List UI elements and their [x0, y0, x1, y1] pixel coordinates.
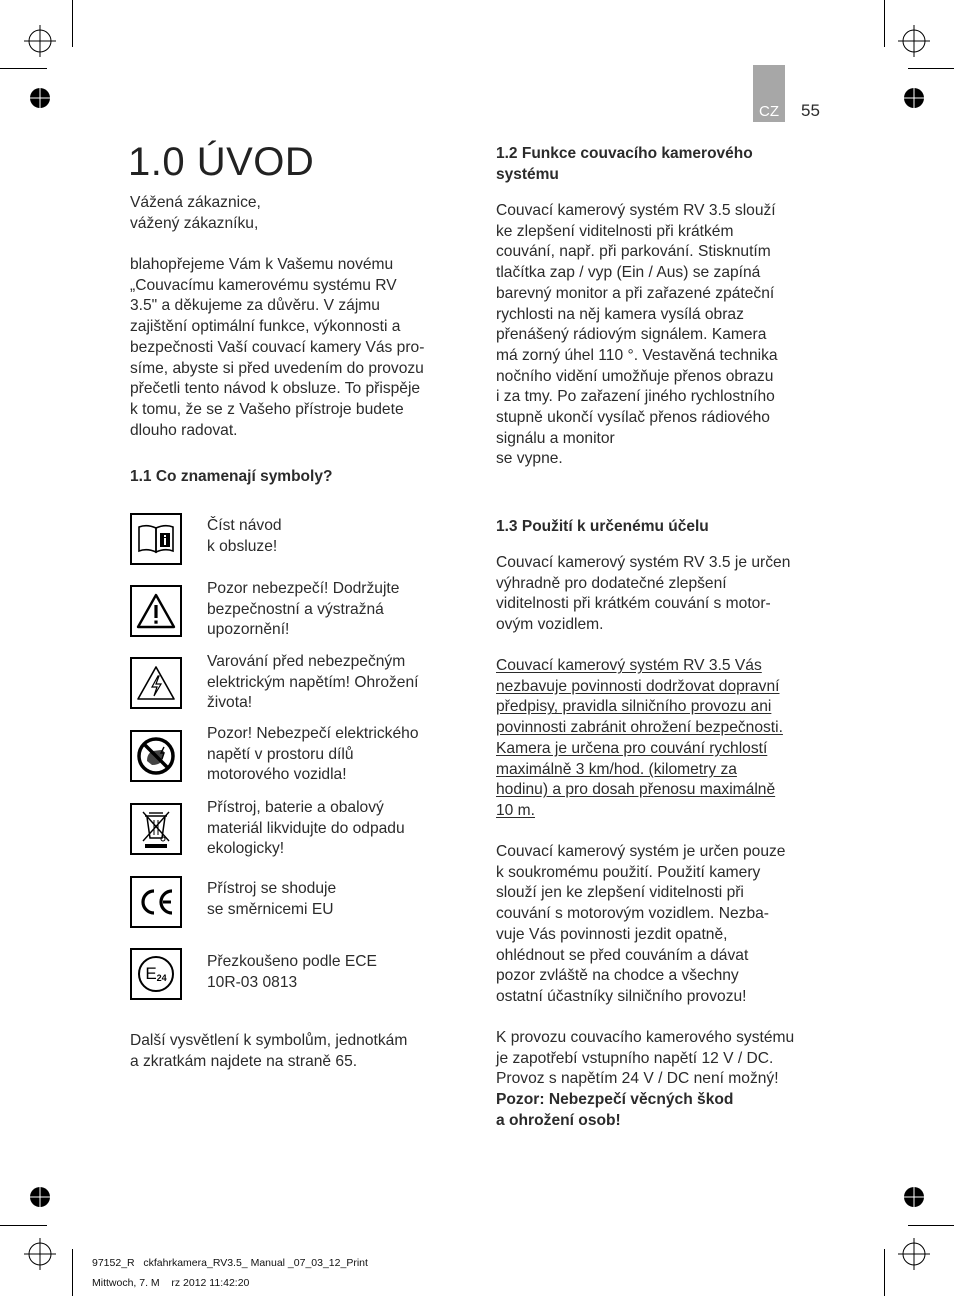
section-1-3-paragraph-4 [496, 1028, 794, 1132]
crop-mark [884, 1249, 885, 1296]
text-line: elektrickým napětím! Ohrožení [207, 673, 419, 691]
text-line: nočního vidění umožňuje přenos obrazu [496, 367, 774, 385]
text-line: výhradně pro dodatečné zlepšení [496, 574, 727, 592]
text-line: bezpečnosti Vaší couvací kamery Vás pro- [130, 338, 425, 356]
ce-mark-icon [130, 876, 182, 928]
outro-paragraph [130, 1031, 407, 1072]
text-line: se vypne. [496, 450, 563, 468]
text-line: couvání s motorovým vozidlem. Nezba- [496, 905, 769, 923]
symbol-description [207, 879, 336, 920]
text-line: signálu a monitor [496, 429, 615, 447]
text-line: povinnosti zabránit ohrožení bezpečnosti. [496, 719, 783, 737]
text-line: rychlosti na něj kamera vysílá obraz [496, 305, 744, 323]
crop-mark [908, 1225, 954, 1226]
text-line: Varování před nebezpečným [207, 653, 406, 670]
text-line: vuje Vás povinnosti jezdit opatně, [496, 925, 728, 943]
text-line: k soukromému použití. Použití kamery [496, 863, 761, 881]
text-line: zajištění optimální funkce, výkonnosti a [130, 318, 401, 336]
symbol-description [207, 798, 405, 860]
text-line: hodinu) a pro dosah přenosu maximálně [496, 781, 776, 799]
text-line: maximálně 3 km/hod. (kilometry za [496, 760, 737, 778]
registration-target-icon [898, 25, 930, 57]
e24-number: 24 [156, 972, 167, 983]
text-line: přečetli tento návod k obsluze. To přispěje [130, 380, 421, 398]
symbols-heading: 1.1 Co znamenají symboly? [130, 468, 333, 485]
section-1-2-text [496, 201, 778, 470]
warning-line: a ohrožení osob! [496, 1111, 621, 1129]
text-line: ostatní účastníky silničního provozu! [496, 987, 747, 1005]
text-line: a zkratkám najdete na straně 65. [130, 1052, 358, 1070]
text-line: Pozor! Nebezpečí elektrického [207, 725, 419, 742]
registration-target-icon [24, 1238, 56, 1270]
high-voltage-icon [130, 657, 182, 709]
greeting [130, 193, 261, 234]
text-line: stupně ukončí vysílač přenos rádiového [496, 409, 770, 427]
symbol-description [207, 516, 282, 557]
text-line: je zapotřebí vstupního napětí 12 V / DC. [496, 1049, 774, 1067]
text-line: má zorný úhel 110 °. Vestavěná technika [496, 346, 778, 364]
text-line: 10R-03 0813 [207, 973, 298, 991]
crop-mark [0, 1225, 47, 1226]
text-line: ohlédnout se před couváním a dávat [496, 946, 749, 964]
registration-dot-icon [903, 87, 925, 109]
text-line: Pozor nebezpečí! Dodržujte [207, 580, 400, 597]
text-line: i za tmy. Po zařazení jiného rychlostního [496, 388, 775, 406]
text-line: „Couvacímu kamerovému systému RV [130, 276, 397, 294]
e24-mark-icon [130, 948, 182, 1000]
text-line: blahopřejeme Vám k Vašemu novému [130, 256, 394, 273]
section-1-3-heading: 1.3 Použití k určenému účelu [496, 518, 709, 535]
section-1-3-paragraph-2 [496, 656, 783, 822]
text-line: Kamera je určena pro couvání rychlostí [496, 739, 768, 757]
text-line: barevný monitor a při zařazené zpáteční [496, 284, 775, 302]
text-line: Přístroj, baterie a obalový [207, 799, 384, 816]
text-line: předpisy, pravidla silničního provozu ani [496, 698, 772, 716]
text-line: Couvací kamerový systém je určen pouze [496, 843, 786, 860]
registration-target-icon [898, 1238, 930, 1270]
page-number: 55 [801, 101, 820, 120]
registration-dot-icon [29, 87, 51, 109]
heading-line: 1.2 Funkce couvacího kamerového [496, 145, 753, 162]
e24-letter: E [145, 964, 157, 983]
text-line: Přístroj se shoduje [207, 880, 337, 897]
text-line: tlačítka zap / vyp (Ein / Aus) se zapíná [496, 264, 761, 282]
text-line: 10 m. [496, 801, 535, 819]
text-line: bezpečnostní a výstražná [207, 600, 384, 618]
text-line: Další vysvětlení k symbolům, jednotkám [130, 1032, 408, 1049]
text-line: ovým vozidlem. [496, 616, 604, 634]
text-line: motorového vozidla! [207, 766, 347, 784]
text-line: materiál likvidujte do odpadu [207, 819, 405, 837]
read-manual-icon [130, 513, 182, 565]
weee-bin-icon [130, 803, 182, 855]
registration-target-icon [24, 25, 56, 57]
warning-triangle-icon [130, 585, 182, 637]
text-line: nezbavuje povinnosti dodržovat dopravní [496, 677, 780, 695]
symbol-description [207, 579, 399, 641]
text-line: upozornění! [207, 621, 290, 639]
intro-paragraph [130, 255, 424, 441]
text-line: napětí v prostoru dílů [207, 745, 354, 763]
crop-mark [0, 68, 47, 69]
text-line: síme, abyste si před uvedením do provozu [130, 359, 424, 377]
language-tab [753, 65, 785, 122]
print-slug-line-2: Mittwoch, 7. M rz 2012 11:42:20 [92, 1277, 250, 1289]
warning-line: Pozor: Nebezpečí věcných škod [496, 1091, 734, 1109]
text-line: života! [207, 694, 253, 712]
text-line: přenášený rádiovým signálem. Kamera [496, 326, 767, 344]
text-line: k obsluze! [207, 537, 278, 555]
text-line: ekologicky! [207, 840, 285, 858]
heading-line: systému [496, 165, 559, 183]
greeting-line: Vážená zákaznice, [130, 194, 261, 211]
greeting-line: vážený zákazníku, [130, 214, 259, 232]
text-line: Provoz s napětím 24 V / DC není možný! [496, 1070, 779, 1088]
text-line: Couvací kamerový systém RV 3.5 je určen [496, 554, 791, 571]
text-line: couvání, např. při parkování. Stisknutím [496, 243, 771, 261]
symbol-description [207, 952, 377, 993]
registration-dot-icon [29, 1186, 51, 1208]
symbol-description [207, 652, 418, 714]
text-line: Číst návod [207, 517, 282, 534]
section-1-3-paragraph-3 [496, 842, 785, 1008]
crop-mark [72, 0, 73, 47]
text-line: dlouho radovat. [130, 421, 238, 439]
text-line: se směrnicemi EU [207, 900, 334, 918]
text-line: ke zlepšení viditelnosti při krátkém [496, 222, 734, 240]
text-line: pozor zvláště na chodce a všechny [496, 967, 739, 985]
section-1-3-paragraph-1 [496, 553, 790, 636]
text-line: Couvací kamerový systém RV 3.5 slouží [496, 202, 776, 219]
text-line: 3.5" a děkujeme za důvěru. V zájmu [130, 297, 380, 315]
text-line: Přezkoušeno podle ECE [207, 953, 377, 970]
crop-mark [72, 1249, 73, 1296]
page-title: 1.0 ÚVOD [128, 140, 315, 184]
crop-mark [884, 0, 885, 47]
text-line: slouží jen ke zlepšení viditelnosti při [496, 884, 744, 902]
language-label: CZ [759, 103, 779, 120]
print-slug-line-1: 97152_R ckfahrkamera_RV3.5_ Manual _07_03_12_Print [92, 1257, 368, 1269]
text-line: k tomu, že se z Vašeho přístroje budete [130, 400, 404, 418]
text-line: Couvací kamerový systém RV 3.5 Vás [496, 657, 762, 674]
registration-dot-icon [903, 1186, 925, 1208]
text-line: K provozu couvacího kamerového systému [496, 1029, 795, 1046]
no-touch-electric-icon [130, 730, 182, 782]
e24-circle [138, 956, 174, 992]
text-line: viditelnosti při krátkém couvání s motor- [496, 595, 771, 613]
crop-mark [908, 68, 954, 69]
symbol-description [207, 724, 419, 786]
section-1-2-heading [496, 144, 753, 185]
